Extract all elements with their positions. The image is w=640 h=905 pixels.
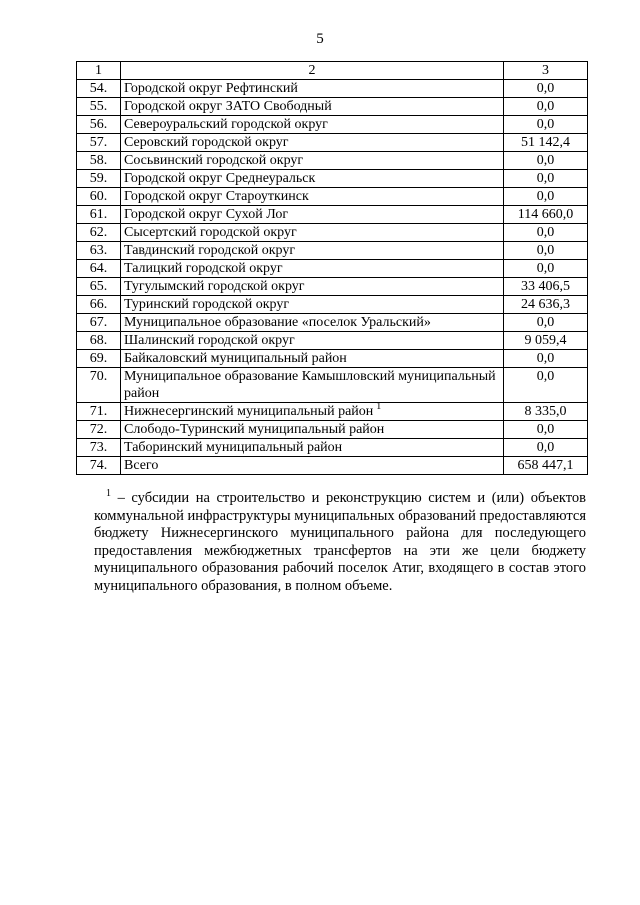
table-row: [77, 457, 588, 475]
table-row: [77, 152, 588, 170]
row-name-text: Туринский городской округ: [124, 297, 290, 312]
row-name: [121, 188, 504, 206]
row-number: 69.: [77, 350, 121, 368]
table-body: [77, 62, 588, 475]
row-name-text: Нижнесергинский муниципальный район: [124, 404, 374, 419]
table-row: [77, 170, 588, 188]
row-name: [121, 314, 504, 332]
table-row: [77, 314, 588, 332]
row-value: 51 142,4: [504, 134, 588, 152]
row-name: [121, 152, 504, 170]
row-name: [121, 332, 504, 350]
table-row: [77, 278, 588, 296]
footnote: [94, 490, 586, 595]
row-number: 64.: [77, 260, 121, 278]
table-row: [77, 98, 588, 116]
row-name-text: Талицкий городской округ: [124, 261, 283, 276]
row-value: 0,0: [504, 242, 588, 260]
table-row: [77, 134, 588, 152]
row-number: 73.: [77, 439, 121, 457]
row-name: [121, 350, 504, 368]
row-value: 0,0: [504, 80, 588, 98]
row-name-text: Шалинский городской округ: [124, 333, 295, 348]
row-number: 59.: [77, 170, 121, 188]
row-number: 56.: [77, 116, 121, 134]
row-number: 57.: [77, 134, 121, 152]
row-value: 0,0: [504, 98, 588, 116]
table-row: [77, 368, 588, 403]
row-name-text: Городской округ Рефтинский: [124, 81, 298, 96]
row-number: 58.: [77, 152, 121, 170]
table-row: [77, 296, 588, 314]
subsidy-table: [76, 61, 588, 475]
row-number: 72.: [77, 421, 121, 439]
row-number: 70.: [77, 368, 121, 403]
row-value: 9 059,4: [504, 332, 588, 350]
row-number: 67.: [77, 314, 121, 332]
row-value: 0,0: [504, 170, 588, 188]
row-number: 54.: [77, 80, 121, 98]
row-value: 0,0: [504, 116, 588, 134]
row-value: 0,0: [504, 224, 588, 242]
row-value: 0,0: [504, 188, 588, 206]
table-row: [77, 439, 588, 457]
table-row: [77, 350, 588, 368]
row-value: 24 636,3: [504, 296, 588, 314]
table-row: [77, 403, 588, 421]
table-row: [77, 116, 588, 134]
row-name-text: Североуральский городской округ: [124, 117, 328, 132]
row-name: [121, 224, 504, 242]
row-name: [121, 457, 504, 475]
row-name-text: Городской округ Сухой Лог: [124, 207, 289, 222]
row-footnote-mark: 1: [376, 401, 382, 413]
row-value: 0,0: [504, 421, 588, 439]
row-number: 66.: [77, 296, 121, 314]
row-number: 65.: [77, 278, 121, 296]
table-row: [77, 260, 588, 278]
footnote-mark: 1: [106, 488, 111, 500]
row-number: 62.: [77, 224, 121, 242]
row-name: [121, 170, 504, 188]
row-value: 8 335,0: [504, 403, 588, 421]
row-name: [121, 296, 504, 314]
row-name-text: Всего: [124, 458, 159, 473]
row-name-text: Байкаловский муниципальный район: [124, 351, 347, 366]
row-name: [121, 368, 504, 403]
table-row: [77, 188, 588, 206]
table-row: [77, 206, 588, 224]
row-name-text: Сысертский городской округ: [124, 225, 297, 240]
row-number: 74.: [77, 457, 121, 475]
row-name-text: Муниципальное образование Камышловский муниципальный район: [124, 369, 496, 401]
header-cell-value: 3: [504, 62, 588, 80]
header-cell-name: 2: [121, 62, 504, 80]
table-row: [77, 242, 588, 260]
table-header-row: [77, 62, 588, 80]
row-name: [121, 206, 504, 224]
row-name-text: Муниципальное образование «поселок Уральский»: [124, 315, 431, 330]
table-row: [77, 80, 588, 98]
row-value: 0,0: [504, 368, 588, 403]
row-number: 61.: [77, 206, 121, 224]
row-name-text: Таборинский муниципальный район: [124, 440, 343, 455]
row-name: [121, 80, 504, 98]
row-name: [121, 116, 504, 134]
row-number: 68.: [77, 332, 121, 350]
row-name: [121, 439, 504, 457]
row-name: [121, 242, 504, 260]
header-cell-number: 1: [77, 62, 121, 80]
table-row: [77, 224, 588, 242]
row-name: [121, 421, 504, 439]
row-value: 114 660,0: [504, 206, 588, 224]
row-name-text: Сосьвинский городской округ: [124, 153, 304, 168]
row-value: 0,0: [504, 350, 588, 368]
row-name-text: Серовский городской округ: [124, 135, 289, 150]
row-number: 71.: [77, 403, 121, 421]
row-name: [121, 98, 504, 116]
row-name-text: Тугулымский городской округ: [124, 279, 305, 294]
row-name-text: Слободо-Туринский муниципальный район: [124, 422, 385, 437]
row-value: 0,0: [504, 260, 588, 278]
row-value: 0,0: [504, 314, 588, 332]
row-number: 55.: [77, 98, 121, 116]
row-name-text: Городской округ ЗАТО Свободный: [124, 99, 332, 114]
table-row: [77, 332, 588, 350]
row-value: 0,0: [504, 152, 588, 170]
row-name: [121, 278, 504, 296]
footnote-text: – субсидии на строительство и реконструкцию систем и (или) объектов коммунальной инфраструктуры муниципальных образований предоставляются бюджету Нижнесергинского муниципального района для последующего предоставления межбюджетных трансфертов на эти же цели бюджету муниципального образования рабочий поселок Атиг, входящего в состав этого муниципального образования, в полном объеме.: [94, 490, 586, 594]
row-name: [121, 134, 504, 152]
row-number: 60.: [77, 188, 121, 206]
row-name-text: Тавдинский городской округ: [124, 243, 296, 258]
row-name: [121, 260, 504, 278]
row-name-text: Городской округ Староуткинск: [124, 189, 309, 204]
row-name: [121, 403, 504, 421]
page-number: 5: [316, 31, 324, 47]
row-value: 33 406,5: [504, 278, 588, 296]
row-value: 0,0: [504, 439, 588, 457]
row-name-text: Городской округ Среднеуральск: [124, 171, 316, 186]
table-row: [77, 421, 588, 439]
row-value: 658 447,1: [504, 457, 588, 475]
row-number: 63.: [77, 242, 121, 260]
